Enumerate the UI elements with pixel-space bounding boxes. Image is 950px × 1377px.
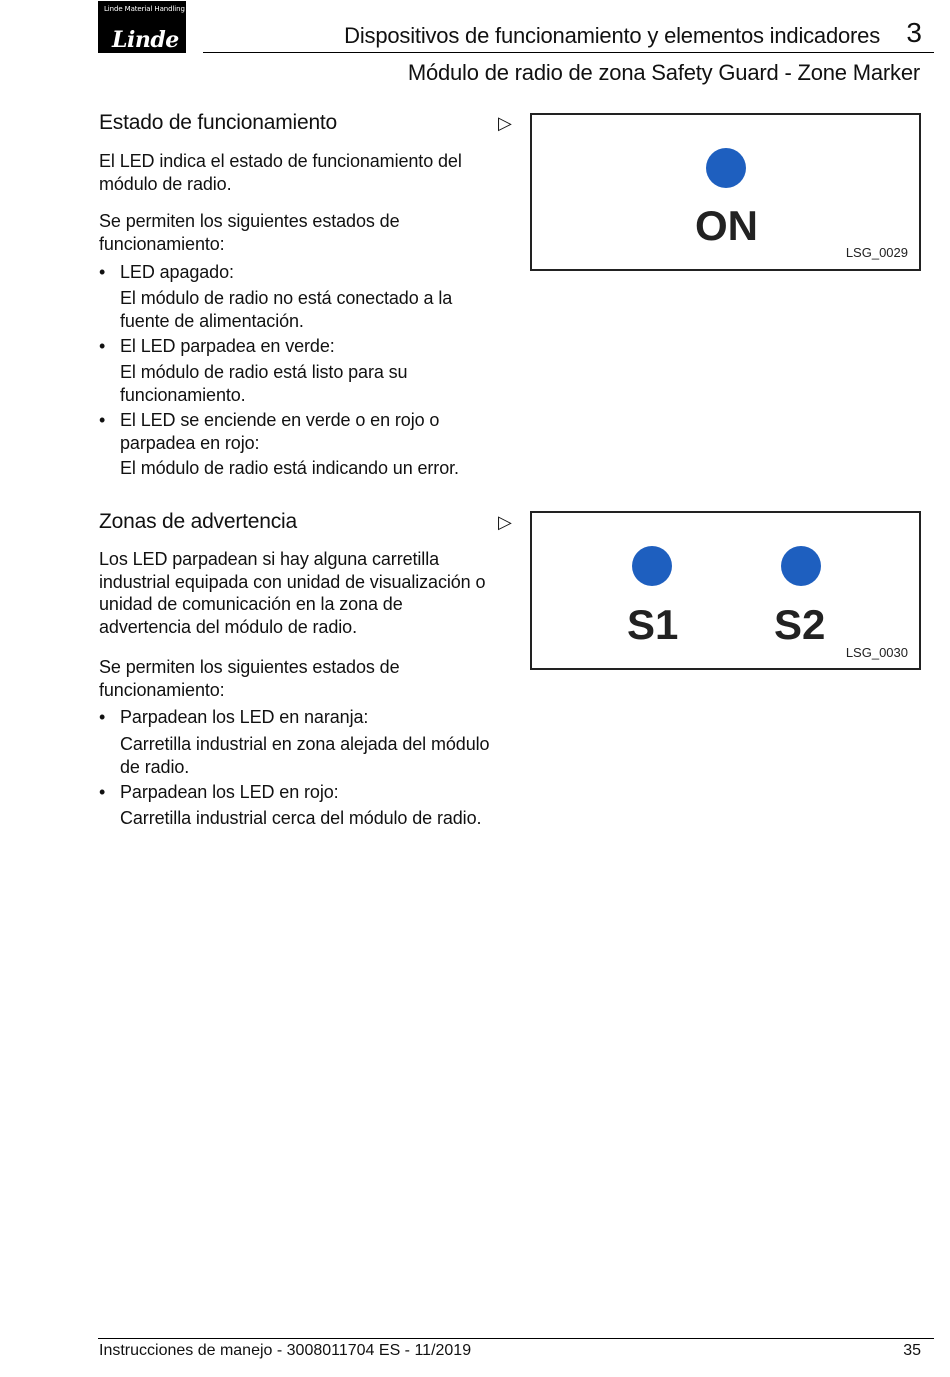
- paragraph: El LED indica el estado de funcionamiento del módulo de radio.: [99, 151, 462, 194]
- header-title: Dispositivos de funcionamiento y elementos indicadores: [344, 23, 880, 48]
- header-divider: [203, 52, 934, 53]
- list-item-label: El LED se enciende en verde o en rojo o parpadea en rojo:: [120, 410, 440, 453]
- page-number: 35: [903, 1342, 921, 1359]
- header-subtitle: Módulo de radio de zona Safety Guard - Zone Marker: [407, 60, 920, 85]
- led-label-s1: S1: [627, 601, 679, 648]
- bullet-icon: •: [99, 782, 106, 802]
- list-item-desc: El módulo de radio está indicando un error.: [120, 458, 459, 478]
- led-indicator-icon: [706, 148, 746, 188]
- arrow-right-icon: ▷: [498, 512, 512, 532]
- section-heading-zonas: Zonas de advertencia: [99, 510, 297, 533]
- list-item-desc: El módulo de radio no está conectado a la fuente de alimentación.: [120, 288, 453, 331]
- bullet-icon: •: [99, 410, 106, 430]
- led-s2-icon: [781, 546, 821, 586]
- led-label-s2: S2: [774, 601, 826, 648]
- chapter-number: 3: [906, 17, 922, 48]
- logo-brand: Linde: [112, 27, 179, 53]
- paragraph: Los LED parpadean si hay alguna carretilla industrial equipada con unidad de visualización o unidad de comunicación en la zona de advertencia del módulo de radio.: [99, 549, 486, 637]
- list-item-desc: El módulo de radio está listo para su funcionamiento.: [120, 362, 408, 405]
- figure-led-on: [530, 113, 921, 271]
- arrow-right-icon: ▷: [498, 113, 512, 133]
- figure-code: LSG_0029: [845, 245, 908, 260]
- list-item-label: Parpadean los LED en rojo:: [120, 782, 339, 802]
- led-s1-icon: [632, 546, 672, 586]
- figure-code: LSG_0030: [845, 645, 908, 660]
- list-item-label: El LED parpadea en verde:: [120, 336, 335, 356]
- bullet-icon: •: [99, 262, 106, 282]
- led-label-on: ON: [695, 202, 758, 249]
- footer-document-info: Instrucciones de manejo - 3008011704 ES - 11/2019: [99, 1342, 472, 1359]
- logo-tagline: Linde Material Handling: [104, 5, 185, 13]
- bullet-icon: •: [99, 707, 106, 727]
- paragraph: Se permiten los siguientes estados de funcionamiento:: [99, 211, 400, 254]
- linde-logo: [98, 1, 186, 53]
- bullet-icon: •: [99, 336, 106, 356]
- section-heading-estado: Estado de funcionamiento: [99, 111, 338, 134]
- list-item-desc: Carretilla industrial en zona alejada del módulo de radio.: [120, 734, 490, 777]
- figure-led-zones: [530, 511, 921, 670]
- footer-divider: [98, 1338, 934, 1339]
- list-item-label: LED apagado:: [120, 262, 234, 282]
- list-item-desc: Carretilla industrial cerca del módulo de radio.: [120, 808, 482, 828]
- list-item-label: Parpadean los LED en naranja:: [120, 707, 369, 727]
- paragraph: Se permiten los siguientes estados de funcionamiento:: [99, 657, 400, 700]
